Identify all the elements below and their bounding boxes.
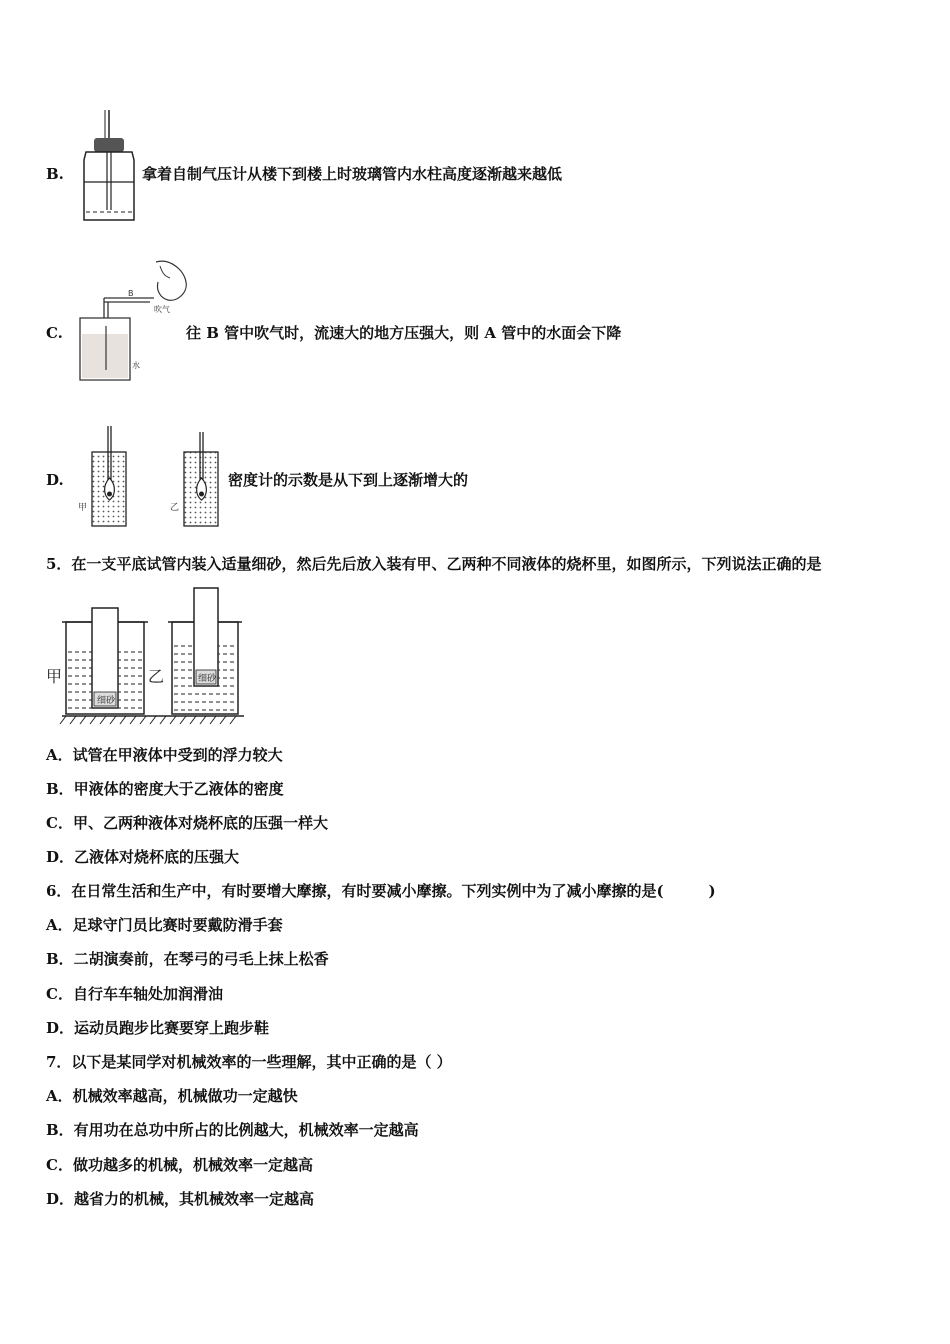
- q7-option-a: A．机械效率越高，机械做功一定越快: [46, 1087, 298, 1105]
- blow-label: 吹气: [154, 305, 170, 314]
- liquid-yi-label: 乙: [148, 667, 165, 686]
- q7-option-c: C．做功越多的机械，机械效率一定越高: [46, 1156, 313, 1174]
- q7-stem: 7．以下是某同学对机械效率的一些理解，其中正确的是（ ）: [46, 1053, 452, 1071]
- q5-option-a: A．试管在甲液体中受到的浮力较大: [46, 746, 283, 764]
- q6-option-d: D．运动员跑步比赛要穿上跑步鞋: [46, 1019, 270, 1037]
- hydrometer-figure-left: [76, 424, 132, 534]
- q5-option-c: C．甲、乙两种液体对烧杯底的压强一样大: [46, 814, 328, 832]
- barometer-figure: [78, 108, 140, 227]
- q6-option-b: B．二胡演奏前，在琴弓的弓毛上抹上松香: [46, 950, 329, 968]
- option-d-letter: D.: [46, 471, 64, 489]
- sand-label-left: 细砂: [97, 696, 116, 706]
- q6-stem: 6．在日常生活和生产中，有时要增大摩擦，有时要减小摩擦。下列实例中为了减小摩擦的是( ): [46, 882, 716, 900]
- q7-option-d: D．越省力的机械，其机械效率一定越高: [46, 1190, 315, 1208]
- option-c-letter: C.: [46, 324, 63, 342]
- test-tube-beakers-figure: [44, 586, 248, 732]
- tube-b-label: B: [128, 289, 134, 298]
- q6-option-c: C．自行车车轴处加润滑油: [46, 985, 223, 1003]
- water-label: 水: [132, 361, 140, 370]
- hydrometer-left-label: 甲: [78, 503, 88, 513]
- option-b-letter: B.: [46, 165, 64, 183]
- option-b-text: 拿着自制气压计从楼下到楼上时玻璃管内水柱高度逐渐越来越低: [142, 165, 563, 183]
- option-c-text: 往 B 管中吹气时，流速大的地方压强大，则 A 管中的水面会下降: [186, 324, 622, 342]
- q5-option-b: B．甲液体的密度大于乙液体的密度: [46, 780, 284, 798]
- q6-option-a: A．足球守门员比赛时要戴防滑手套: [46, 916, 283, 934]
- sand-label-right: 细砂: [198, 674, 217, 684]
- q5-stem: 5．在一支平底试管内装入适量细砂，然后先后放入装有甲、乙两种不同液体的烧杯里，如图所示，下列说法正确的是: [46, 555, 822, 573]
- hydrometer-figure-right: [168, 430, 224, 534]
- hydrometer-right-label: 乙: [170, 503, 180, 513]
- blowing-tube-figure: [74, 258, 194, 390]
- liquid-jia-label: 甲: [46, 667, 63, 686]
- q5-option-d: D．乙液体对烧杯底的压强大: [46, 848, 240, 866]
- option-d-text: 密度计的示数是从下到上逐渐增大的: [228, 471, 469, 489]
- q7-option-b: B．有用功在总功中所占的比例越大，机械效率一定越高: [46, 1121, 419, 1139]
